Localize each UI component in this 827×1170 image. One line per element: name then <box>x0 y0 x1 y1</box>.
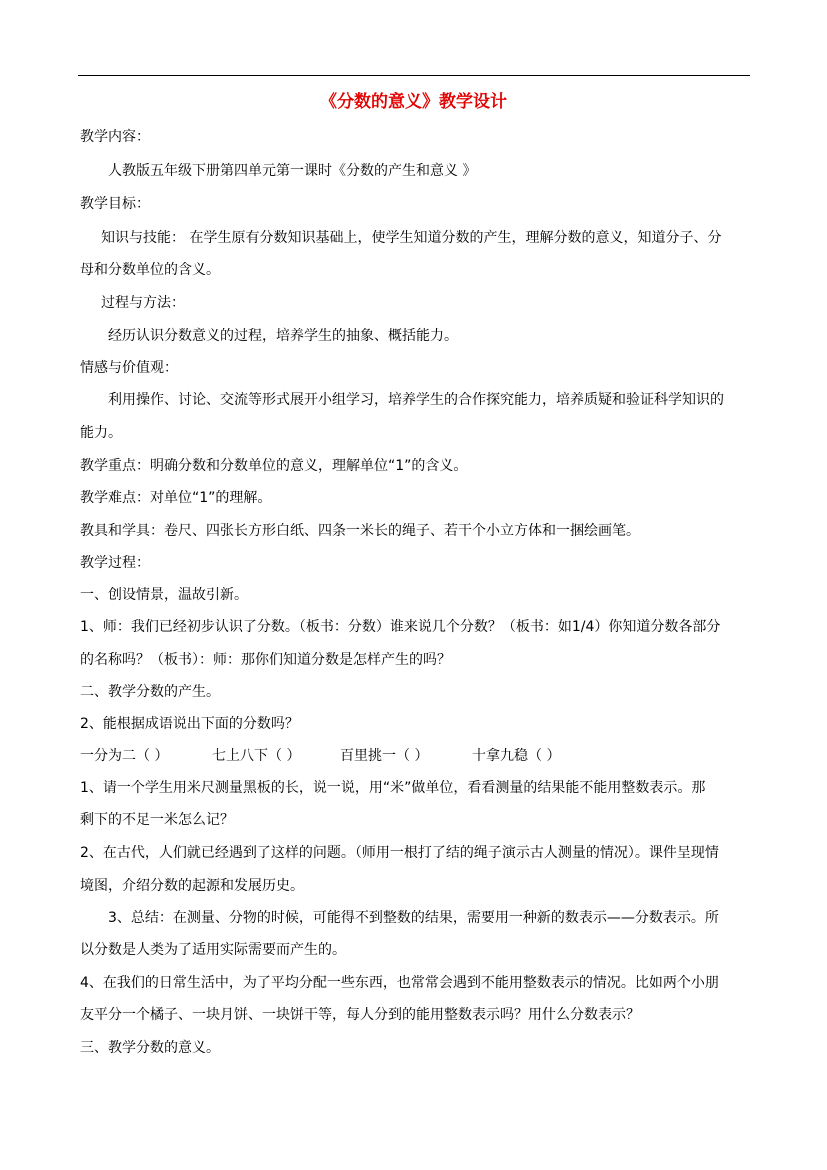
idiom-item: 七上八下（ ） <box>212 748 301 764</box>
paragraph-line: 过程与方法： <box>101 295 185 311</box>
paragraph-line: 能力。 <box>80 425 122 441</box>
idiom-row <box>212 746 300 766</box>
document-title: 《分数的意义》教学设计 <box>320 92 507 112</box>
paragraph-line: 3、总结：在测量、分物的时候，可能得不到整数的结果，需要用一种新的数表示——分数表示。所 <box>108 910 719 926</box>
paragraph-line: 教学难点：对单位“1”的理解。 <box>80 490 272 506</box>
paragraph-line: 教学重点：明确分数和分数单位的意义，理解单位“1”的含义。 <box>80 458 468 474</box>
paragraph-line: 二、教学分数的产生。 <box>80 684 220 700</box>
paragraph-line: 情感与价值观： <box>80 360 178 376</box>
paragraph-line: 人教版五年级下册第四单元第一课时《分数的产生和意义 》 <box>108 163 477 179</box>
idiom-row <box>80 746 168 766</box>
paragraph-line: 以分数是人类为了适用实际需要而产生的。 <box>80 942 346 958</box>
paragraph-line: 教学目标： <box>80 196 150 212</box>
paragraph-line: 三、教学分数的意义。 <box>80 1040 220 1056</box>
idiom-row <box>340 746 428 766</box>
idiom-item: 十拿九稳（ ） <box>472 748 561 764</box>
paragraph-line: 1、师：我们已经初步认识了分数。（板书：分数）谁来说几个分数？（板书：如1/4）你知道分数各部分 <box>80 619 721 635</box>
idiom-row <box>472 746 560 766</box>
paragraph-line: 的名称吗？（板书）：师：那你们知道分数是怎样产生的吗？ <box>80 652 451 668</box>
paragraph-line: 友平分一个橘子、一块月饼、一块饼干等，每人分到的能用整数表示吗？用什么分数表示？ <box>80 1007 640 1023</box>
paragraph-line: 知识与技能： 在学生原有分数知识基础上，使学生知道分数的产生，理解分数的意义，知道分子、分 <box>101 230 722 246</box>
paragraph-line: 1、请一个学生用米尺测量黑板的长，说一说，用“米”做单位，看看测量的结果能不能用整数表示。那 <box>80 780 706 796</box>
paragraph-line: 2、能根据成语说出下面的分数吗？ <box>80 716 299 732</box>
paragraph-line: 教学内容： <box>80 129 150 145</box>
paragraph-line: 2、在古代，人们就已经遇到了这样的问题。（师用一根打了结的绳子演示古人测量的情况）。课件呈现情 <box>80 845 719 861</box>
paragraph-line: 一、创设情景，温故引新。 <box>80 587 248 603</box>
paragraph-line: 母和分数单位的含义。 <box>80 262 220 278</box>
idiom-item: 百里挑一（ ） <box>340 748 429 764</box>
paragraph-line: 利用操作、讨论、交流等形式展开小组学习，培养学生的合作探究能力，培养质疑和验证科学知识的 <box>108 392 724 408</box>
paragraph-line: 剩下的不足一米怎么记？ <box>80 812 234 828</box>
idiom-item: 一分为二（ ） <box>80 748 169 764</box>
paragraph-line: 教具和学具：卷尺、四张长方形白纸、四条一米长的绳子、若干个小立方体和一捆绘画笔。 <box>80 523 640 539</box>
paragraph-line: 4、在我们的日常生活中，为了平均分配一些东西，也常常会遇到不能用整数表示的情况。比如两个小朋 <box>80 975 719 991</box>
paragraph-line: 教学过程： <box>80 555 150 571</box>
paragraph-line: 境图，介绍分数的起源和发展历史。 <box>80 878 304 894</box>
paragraph-line: 经历认识分数意义的过程，培养学生的抽象、概括能力。 <box>108 328 458 344</box>
header-rule <box>78 75 750 76</box>
